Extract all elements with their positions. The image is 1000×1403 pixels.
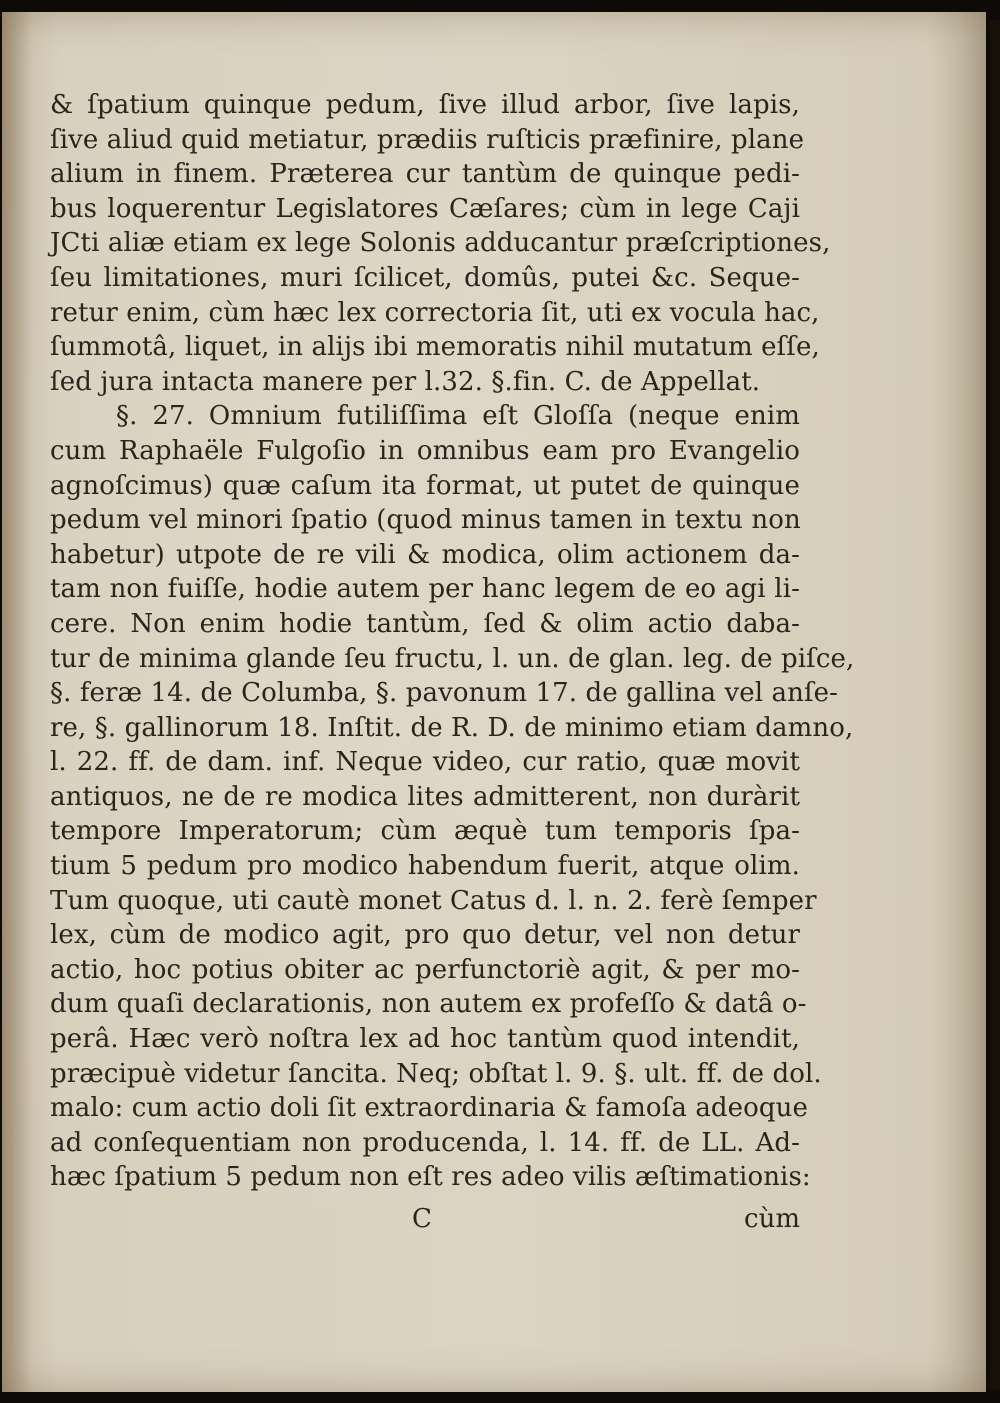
text-line: retur enim, cùm hæc lex correctoria ſit, uti ex vocula hac, [50, 297, 820, 328]
book-page [2, 12, 986, 1392]
text-line: hæc ſpatium 5 pedum non eſt res adeo vilis æſtimationis: [50, 1162, 811, 1193]
text-line: malo: cum actio doli ſit extraordinaria & famoſa adeoque [50, 1093, 808, 1124]
catchword: cùm [744, 1204, 800, 1234]
page-footer [50, 1204, 800, 1240]
text-line: alium in finem. Præterea cur tantùm de quinque pedi- [50, 159, 800, 190]
text-line: ſed jura intacta manere per l.32. §.fin. C. de Appellat. [50, 366, 761, 397]
text-line: tur de minima glande ſeu fructu, l. un. de glan. leg. de piſce, [50, 643, 855, 674]
text-line: ad conſequentiam non producenda, l. 14. ff. de LL. Ad- [50, 1127, 800, 1158]
text-line: cere. Non enim hodie tantùm, ſed & olim actio daba- [50, 608, 800, 639]
text-line: l. 22. ff. de dam. inf. Neque video, cur ratio, quæ movit [50, 747, 800, 778]
text-line: ſeu limitationes, muri ſcilicet, domûs, putei &c. Seque- [50, 262, 800, 293]
text-line: JCti aliæ etiam ex lege Solonis adducantur præſcriptiones, [50, 228, 831, 259]
body-text [50, 88, 855, 1195]
text-line: tium 5 pedum pro modico habendum fuerit, atque olim. [50, 851, 800, 882]
text-line: & ſpatium quinque pedum, ſive illud arbor, ſive lapis, [50, 90, 800, 120]
text-line: §. 27. Omnium futiliſſima eſt Gloſſa (neque enim [116, 401, 800, 432]
text-line: ſummotâ, liquet, in alijs ibi memoratis nihil mutatum eſſe, [50, 332, 820, 363]
text-line: præcipuè videtur ſancita. Neq; obſtat l. 9. §. ult. ff. de dol. [50, 1058, 822, 1089]
page-edge-stain [2, 12, 32, 1392]
text-line: antiquos, ne de re modica lites admitterent, non duràrit [50, 781, 800, 812]
text-line: dum quaſi declarationis, non autem ex profeſſo & datâ o- [50, 989, 807, 1020]
text-line: pedum vel minori ſpatio (quod minus tamen in textu non [50, 505, 801, 536]
paragraph-start-line [50, 399, 800, 434]
text-line: perâ. Hæc verò noſtra lex ad hoc tantùm quod intendit, [50, 1024, 800, 1055]
text-line: §. feræ 14. de Columba, §. pavonum 17. de gallina vel anſe- [50, 678, 839, 709]
text-line: cum Raphaële Fulgoſio in omnibus eam pro Evangelio [50, 435, 800, 466]
text-line: bus loquerentur Legislatores Cæſares; cùm in lege Caji [50, 193, 800, 224]
text-line: ſive aliud quid metiatur, prædiis ruſticis præfinire, plane [50, 124, 805, 155]
text-line: Tum quoque, uti cautè monet Catus d. l. n. 2. ferè ſemper [50, 885, 817, 916]
signature-mark: C [412, 1204, 432, 1234]
text-line: habetur) utpote de re vili & modica, olim actionem da- [50, 539, 800, 570]
text-line: re, §. gallinorum 18. Inſtit. de R. D. de minimo etiam damno, [50, 712, 854, 743]
scan-border [990, 20, 1000, 1390]
text-line: actio, hoc potius obiter ac perfunctoriè agit, & per mo- [50, 954, 800, 985]
text-line: tam non fuiſſe, hodie autem per hanc legem de eo agi li- [50, 574, 800, 605]
text-line: tempore Imperatorum; cùm æquè tum temporis ſpa- [50, 816, 800, 847]
text-line: lex, cùm de modico agit, pro quo detur, vel non detur [50, 920, 800, 951]
text-line: agnoſcimus) quæ caſum ita format, ut putet de quinque [50, 470, 800, 501]
